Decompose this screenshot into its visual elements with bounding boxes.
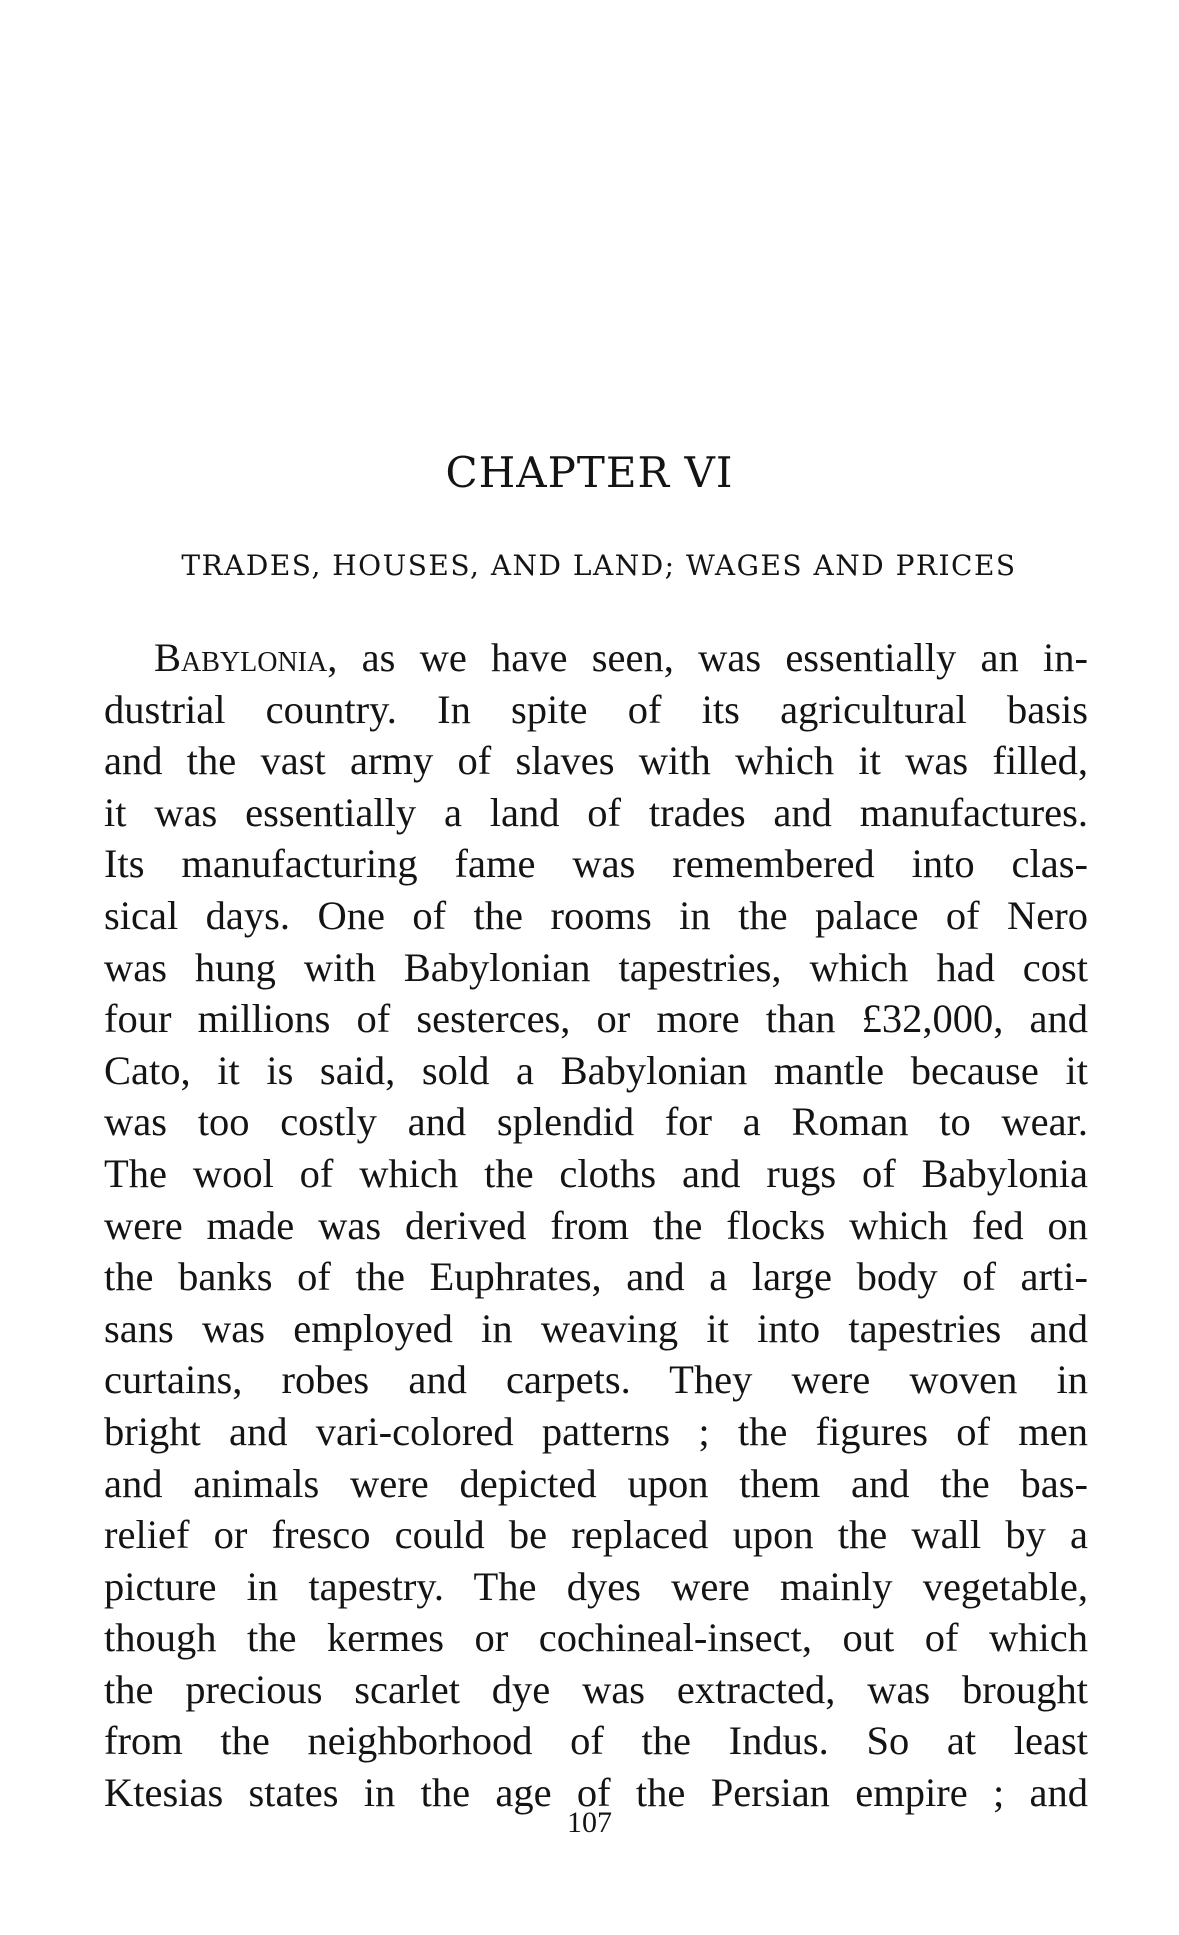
text-line	[104, 632, 1088, 684]
page-number: 107	[567, 1806, 612, 1839]
text-line: sical days. One of the rooms in the palace of Nero	[104, 892, 1088, 938]
chapter-heading: CHAPTER VI	[445, 448, 734, 497]
text-line: from the neighborhood of the Indus. So at least	[104, 1718, 1088, 1764]
text-line: four millions of sesterces, or more than £32,000, and	[104, 996, 1088, 1042]
text-line: and animals were depicted upon them and the bas-	[104, 1460, 1088, 1506]
drop-word: Babylonia,	[154, 635, 338, 680]
text-line: The wool of which the cloths and rugs of Babylonia	[104, 1150, 1088, 1196]
text-line: it was essentially a land of trades and manufactures.	[104, 789, 1088, 835]
text-line: picture in tapestry. The dyes were mainly vegetable,	[104, 1563, 1088, 1609]
text-line: was hung with Babylonian tapestries, which had cost	[104, 944, 1088, 990]
text-line: relief or fresco could be replaced upon the wall by a	[104, 1512, 1088, 1558]
text-line: curtains, robes and carpets. They were woven in	[104, 1357, 1088, 1403]
text-line: the banks of the Euphrates, and a large body of arti-	[104, 1254, 1088, 1300]
text-line: Cato, it is said, sold a Babylonian mantle because it	[104, 1047, 1088, 1093]
text-line: the precious scarlet dye was extracted, was brought	[104, 1666, 1088, 1712]
chapter-subtitle: TRADES, HOUSES, AND LAND; WAGES AND PRICES	[181, 549, 1017, 582]
first-line-rest: as we have seen, was essentially an in-	[337, 635, 1088, 680]
text-line: and the vast army of slaves with which it was filled,	[104, 738, 1088, 784]
text-line: though the kermes or cochineal-insect, out of which	[104, 1615, 1088, 1661]
body-paragraph	[104, 632, 1088, 1819]
text-line: Its manufacturing fame was remembered into clas-	[104, 841, 1088, 887]
text-line: bright and vari-colored patterns ; the figures of men	[104, 1408, 1088, 1454]
text-line: dustrial country. In spite of its agricultural basis	[104, 686, 1088, 732]
text-line: was too costly and splendid for a Roman to wear.	[104, 1099, 1088, 1145]
text-line: sans was employed in weaving it into tapestries and	[104, 1305, 1088, 1351]
text-line: were made was derived from the flocks which fed on	[104, 1202, 1088, 1248]
text-line: Ktesias states in the age of the Persian empire ; and	[104, 1770, 1088, 1816]
